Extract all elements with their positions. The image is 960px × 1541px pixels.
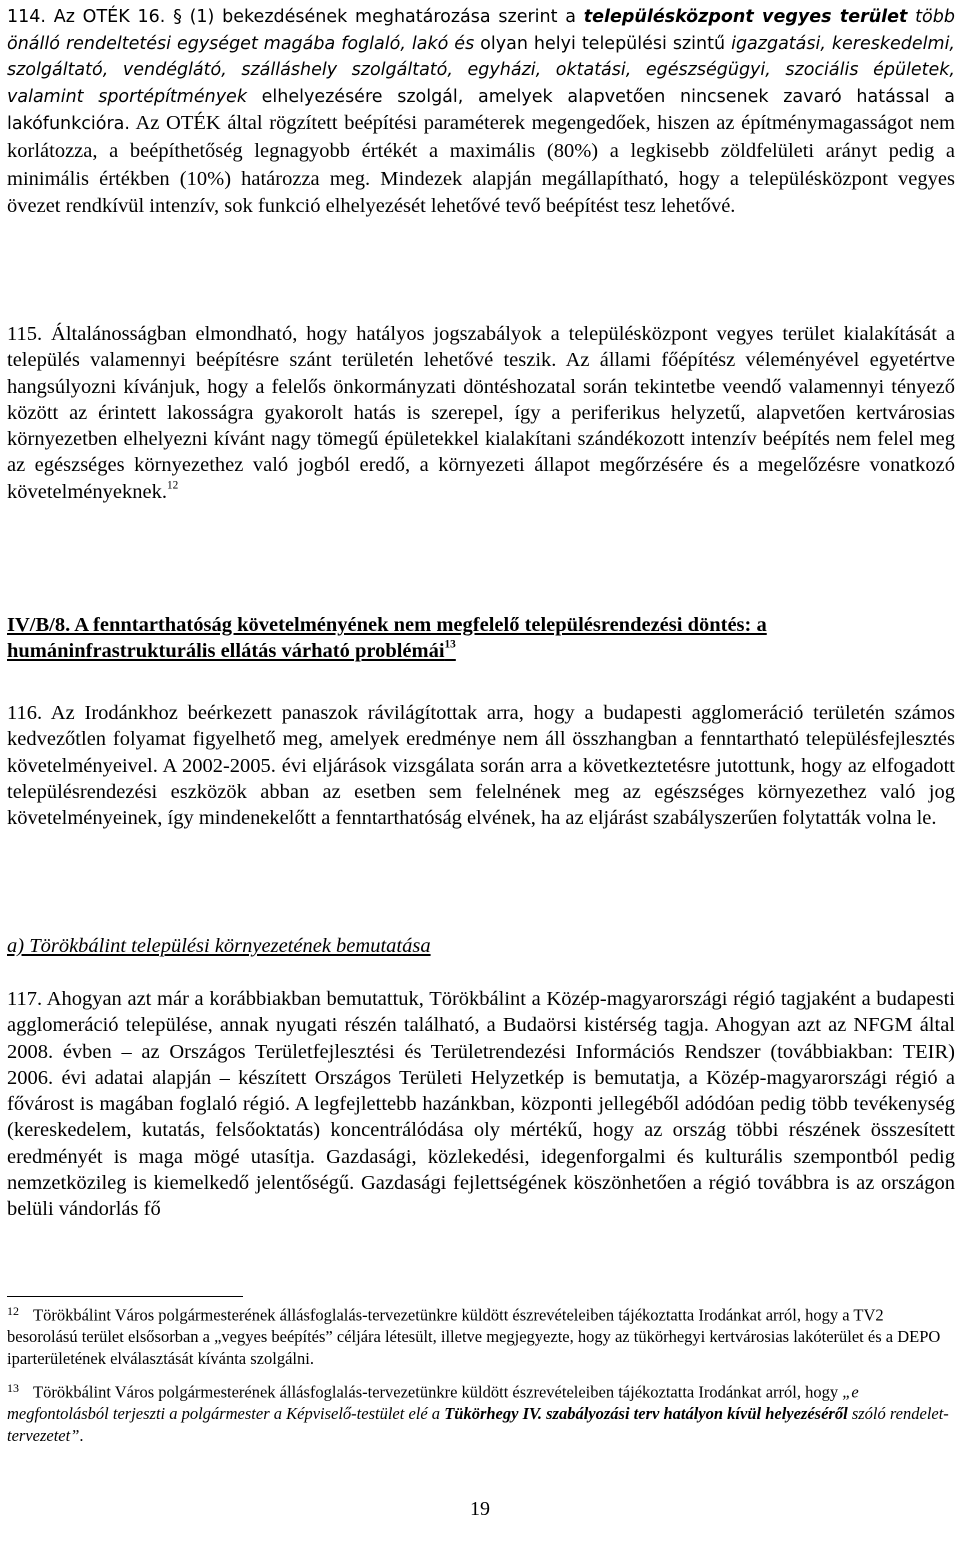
p115-text: 115. Általánosságban elmondható, hogy hatályos jogszabályok a településközpont vegyes terület kialakítását a település valamennyi beépítésre szánt területén lehetővé teszik. Az állami főépítész véleményével egyetértve hangsúlyozni kívánjuk, hogy a felelős önkormányzati döntéshozatal során tekintetbe veendő valamennyi tényező között az érintett lakosságra gyakorolt hatás is szerepel, így a periferikus helyzetű, alapvetően kertvárosias környezetben elhelyezni kívánt nagy tömegű épületekkel kialakítani szándékozott intenzív beépítés nem felel meg az egészséges környezethez való jogból eredő, a környezeti állapot megőrzésére és a megelőzésre vonatkozó követelményeknek. (7, 323, 955, 503)
p114-term-residential: lakó és (411, 33, 475, 54)
p114-functions-list: igazgatási, kereskedelmi, szolgáltató, vendéglátó, szálláshely szolgáltató, egyházi, oktatási, egészségügyi, szociális épületek, valamint sportépítmények (7, 33, 955, 107)
p114-term-settlement-center: településközpont vegyes terület (583, 7, 908, 27)
subsection-heading-text: a) Törökbálint települési környezetének bemutatása (7, 935, 431, 957)
footnote-separator (7, 1296, 243, 1297)
p114-parameters: Az OTÉK által rögzített beépítési paraméterek megengedőek, hiszen az építménymagasságot nem korlátozza, a beépíthetőség legnagyobb értékét a maximális (80%) a legkisebb zöldfelületi arányt pedig a minimális értékben (10%) határozza meg. (7, 112, 955, 190)
footnote-13-number: 13 (7, 1381, 19, 1395)
paragraph-117 (7, 986, 955, 1223)
p114-text-1: 114. Az OTÉK 16. § (1) bekezdésének meghatározása szerint a (7, 7, 584, 27)
footnote-ref-13[interactable]: 13 (444, 638, 456, 651)
footnote-13 (7, 1378, 955, 1447)
page-number: 19 (470, 1498, 490, 1520)
footnote-13-quote-end: szóló rendelet-tervezetet” (7, 1404, 949, 1445)
paragraph-116 (7, 700, 955, 831)
footnote-13-plan-title: Tükörhegy IV. szabályozási terv hatályon kívül helyezéséről (444, 1404, 848, 1424)
subsection-heading (7, 933, 955, 959)
p116-text: 116. Az Irodánkhoz beérkezett panaszok rávilágítottak arra, hogy a budapesti agglomeráció területén számos kedvezőtlen folyamat figyelhető meg, amelyek eredménye nem áll összhangban a fenntartható településfejlesztés követelményeivel. A 2002-2005. évi eljárások vizsgálata során arra a következtetésre jutottunk, hogy az elfogadott településrendezési eszközök abban az esetben sem felelnének meg az egészséges környezethez való jog követelményeinek, így mindenekelőtt a fenntarthatóság elvének, ha az eljárást szabályszerűen folytatták volna le. (7, 702, 955, 830)
footnote-13-period: . (79, 1425, 84, 1445)
footnote-12-number: 12 (7, 1304, 19, 1318)
paragraph-115 (7, 321, 955, 505)
paragraph-114 (7, 4, 955, 221)
section-heading (7, 612, 955, 664)
section-heading-text: IV/B/8. A fenntarthatóság követelményének nem megfelelő településrendezési döntés: a humáninfrastrukturális ellátás várható problémái (7, 614, 767, 662)
footnote-13-quote: „e megfontolásból terjeszti a polgármester a Képviselő-testület elé a (7, 1382, 859, 1424)
footnote-12-text: Törökbálint Város polgármesterének állásfoglalás-tervezetünkre küldött észrevételeiben tájékoztatta Irodánkat arról, hogy a TV2 besorolású terület elsősorban a „vegyes beépítés” céljára létesült, illetve megjegyezte, hogy az tükörhegyi kertvárosias lakóterület és a DEPO iparterületének elválasztását kívánta szolgálni. (7, 1305, 941, 1368)
footnote-ref-12[interactable]: 12 (166, 479, 179, 492)
footnote-12 (7, 1301, 955, 1370)
p114-conclusion: Mindezek alapján megállapítható, hogy a településközpont vegyes övezet rendkívül intenzív, sok funkció elhelyezését lehetővé tevő beépítést tesz lehetővé. (7, 167, 955, 218)
footnote-13-text-a: Törökbálint Város polgármesterének állásfoglalás-tervezetünkre küldött észrevételeiben tájékoztatta Irodánkat arról, hogy (33, 1382, 843, 1402)
p114-text-7: elhelyezésére szolgál, amelyek alapvetően nincsenek zavaró hatással a lakófunkcióra. (7, 86, 956, 135)
p114-text-3: több önálló rendeltetési egységet magába foglaló, (7, 7, 955, 54)
p117-text: 117. Ahogyan azt már a korábbiakban bemutattuk, Törökbálint a Közép-magyarországi régió tagjaként a budapesti agglomeráció települése, annak nyugati részén található, a Budaörsi kistérség tagja. Ahogyan azt az NFGM által 2008. évben – az Országos Területfejlesztési és Területrendezési Információs Rendszer (továbbiakban: TEIR) 2006. évi adatai alapján – készített Országos Területi Helyzetkép is bemutatja, a Közép-magyarországi régió a fővárost is magában foglaló régió. A legfejlettebb hazánkban, központi jellegéből adódóan pedig több tevékenység (kereskedelem, kutatás, felsőoktatás) koncentrálódása oly mértékű, hogy az ország többi részének összesített eredményét is maga mögé utasítja. Gazdasági, közlekedési, idegenforgalmi és kulturális szempontból pedig nemzetközileg is kiemelkedő jelentőségű. Gazdasági fejlettségének köszönhetően a régió továbbra is az országon belüli vándorlás fő (7, 988, 955, 1221)
p114-text-5: olyan helyi települési szintű (474, 33, 732, 54)
